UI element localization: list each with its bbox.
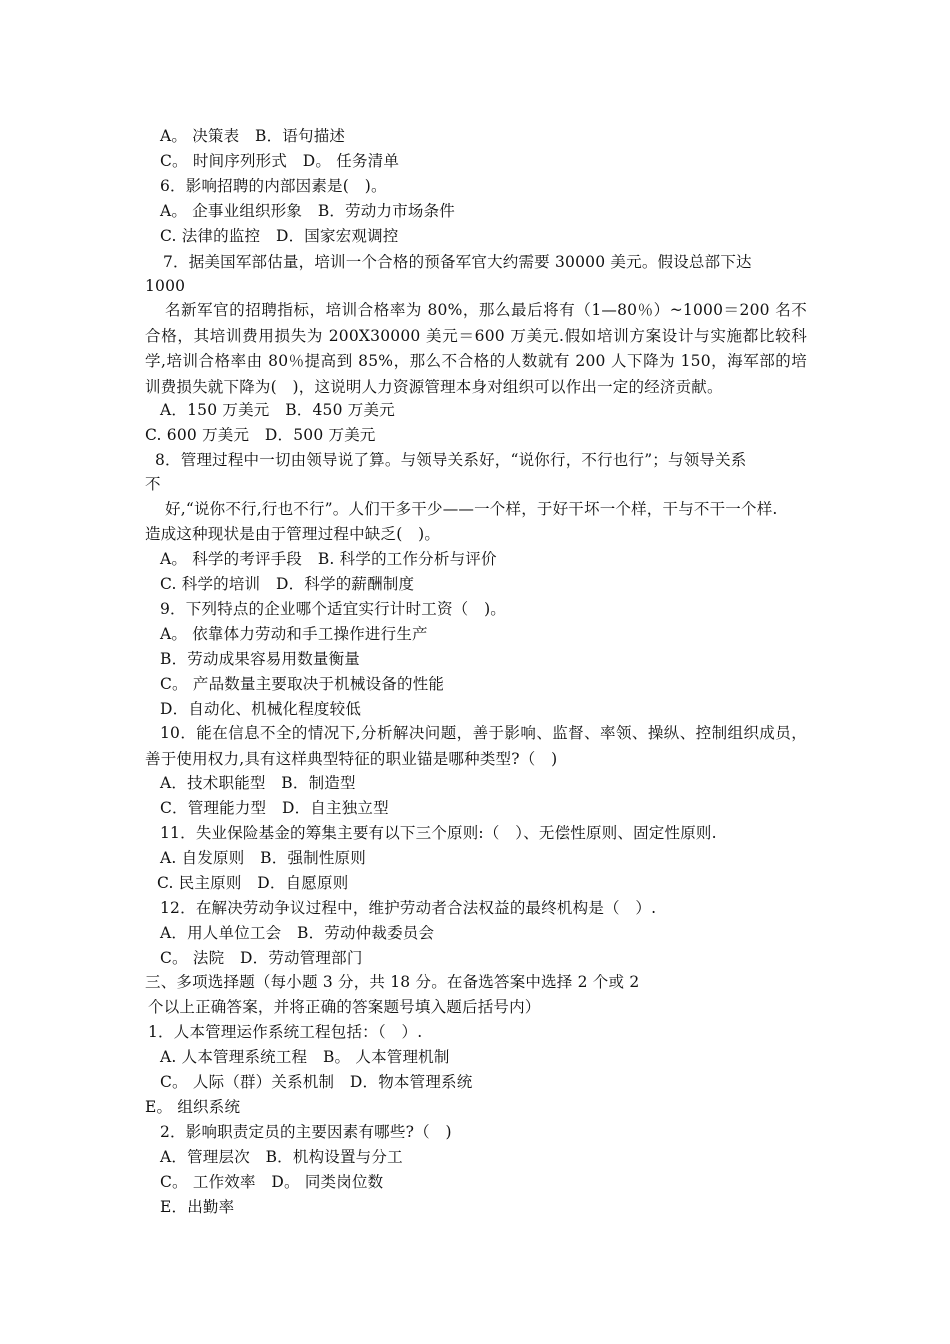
line: B．劳动成果容易用数量衡量 (160, 650, 360, 668)
line: C。 法院 D．劳动管理部门 (160, 949, 363, 967)
line: A。 科学的考评手段 B. 科学的工作分析与评价 (160, 550, 497, 568)
line: D．自动化、机械化程度较低 (160, 700, 362, 718)
line: A。 依靠体力劳动和手工操作进行生产 (160, 625, 428, 643)
line: 6．影响招聘的内部因素是( )。 (160, 177, 387, 195)
line: E．出勤率 (160, 1198, 235, 1216)
line: A. 人本管理系统工程 B。 人本管理机制 (160, 1048, 450, 1066)
line: 个以上正确答案，并将正确的答案题号填入题后括号内） (148, 998, 541, 1016)
line: A. 自发原则 B．强制性原则 (160, 849, 366, 867)
line: 12．在解决劳动争议过程中，维护劳动者合法权益的最终机构是（ ）. (160, 899, 657, 917)
line: C. 科学的培训 D．科学的薪酬制度 (160, 575, 415, 593)
line: 1．人本管理运作系统工程包括：（ ）. (148, 1023, 423, 1041)
line: A．管理层次 B．机构设置与分工 (160, 1148, 403, 1166)
line: 好,“说你不行,行也不行”。人们干多干少——一个样，于好干坏一个样，干与不干一个样. (165, 500, 778, 518)
line: A。 企事业组织形象 B．劳动力市场条件 (160, 202, 456, 220)
line: E。 组织系统 (145, 1098, 241, 1116)
line: 1000 (145, 277, 186, 295)
line: 2．影响职责定员的主要因素有哪些?（ ) (160, 1123, 452, 1141)
line: 7．据美国军部估量，培训一个合格的预备军官大约需要 30000 美元。假设总部下达 (163, 253, 752, 271)
paragraph: 10．能在信息不全的情况下,分析解决问题，善于影响、监督、率领、操纵、控制组织成员，善于使用权力,具有这样典型特征的职业锚是哪种类型?（ ) (145, 724, 807, 768)
line: C. 600 万美元 D．500 万美元 (145, 426, 376, 444)
line: C。 人际（群）关系机制 D．物本管理系统 (160, 1073, 473, 1091)
line: A．用人单位工会 B．劳动仲裁委员会 (160, 924, 435, 942)
line: C。 工作效率 D。 同类岗位数 (160, 1173, 384, 1191)
line: A。 决策表 B．语句描述 (160, 127, 346, 145)
line: 11．失业保险基金的筹集主要有以下三个原则:（ ）、无偿性原则、固定性原则. (160, 824, 717, 842)
line: 8．管理过程中一切由领导说了算。与领导关系好，“说你行，不行也行”；与领导关系 (155, 451, 747, 469)
line: C. 民主原则 D．自愿原则 (157, 874, 349, 892)
line: C。 时间序列形式 D。 任务清单 (160, 152, 400, 170)
line: A．技术职能型 B．制造型 (160, 774, 356, 792)
line: 9．下列特点的企业哪个适宜实行计时工资（ )。 (160, 600, 507, 618)
line: 造成这种现状是由于管理过程中缺乏( )。 (145, 525, 441, 543)
line: 不 (145, 475, 161, 493)
section-heading: 三、多项选择题（每小题 3 分，共 18 分。在备选答案中选择 2 个或 2 (145, 973, 640, 991)
line: C. 法律的监控 D．国家宏观调控 (160, 227, 399, 245)
line: C．管理能力型 D．自主独立型 (160, 799, 389, 817)
paragraph: 名新军官的招聘指标，培训合格率为 80%，那么最后将有（1—80％）~1000＝200 名不合格，其培训费用损失为 200X30000 美元＝600 万美元.假如培训方案设计与实施都比较科学,培训合格率由 80％提高到 85%，那么不合格的人数就有 200 人下降为 150，海军部的培训费损失就下降为( )，这说明人力资源管理本身对组织可以作出一定的经济贡献。 (145, 301, 807, 396)
line: C。 产品数量主要取决于机械设备的性能 (160, 675, 445, 693)
line: A．150 万美元 B．450 万美元 (160, 401, 395, 419)
